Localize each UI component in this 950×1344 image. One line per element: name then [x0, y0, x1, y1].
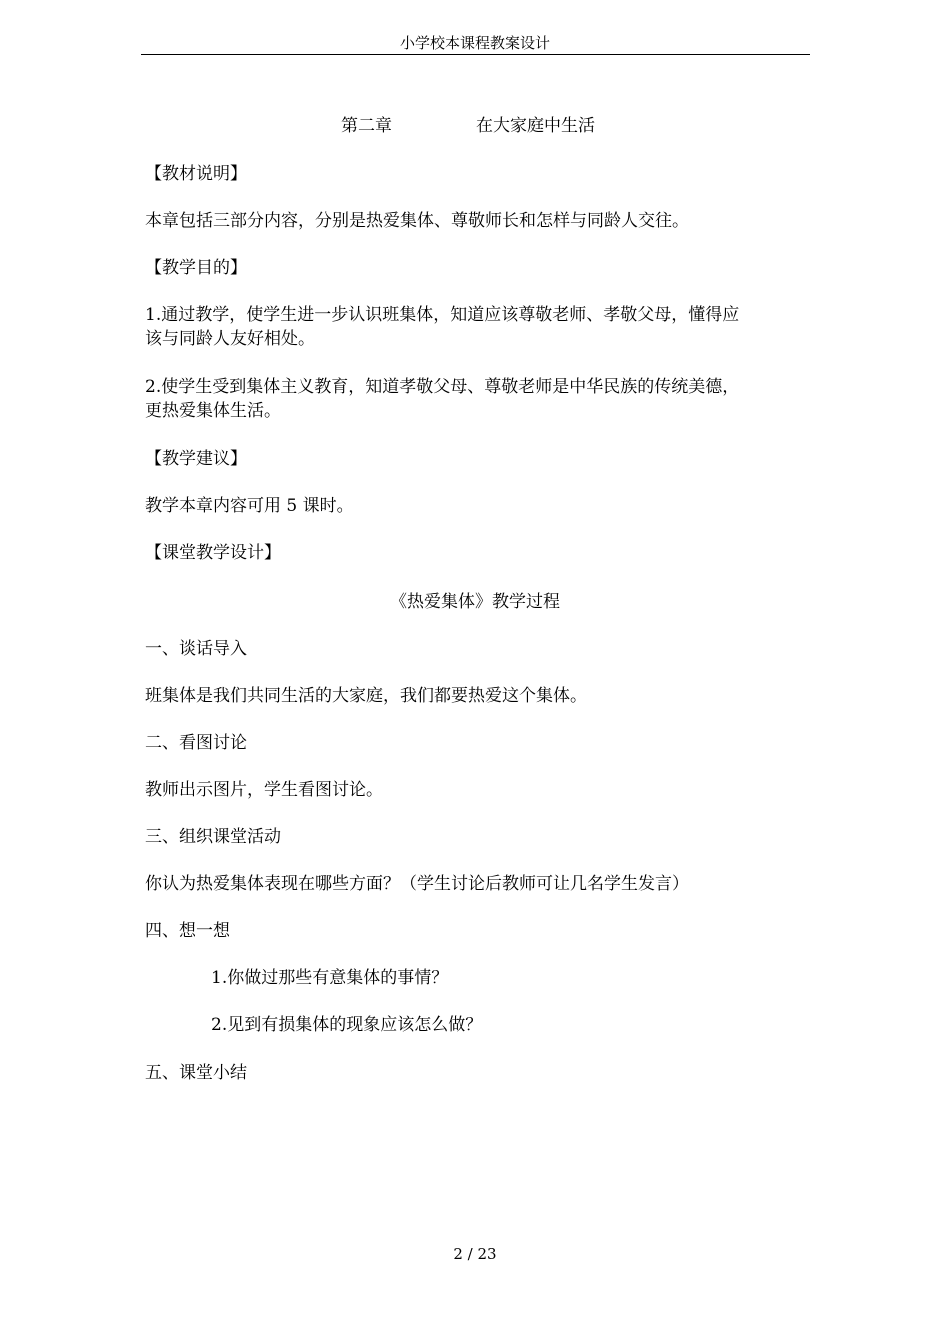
design-heading: 【课堂教学设计】 [145, 543, 281, 563]
goals-heading: 【教学目的】 [145, 258, 247, 278]
goal2-line1: 2.使学生受到集体主义教育，知道孝敬父母、尊敬老师是中华民族的传统美德， [145, 377, 740, 397]
material-heading: 【教材说明】 [145, 164, 247, 184]
step5-heading: 五、课堂小结 [145, 1063, 247, 1083]
goal1-line2: 该与同龄人友好相处。 [145, 329, 315, 349]
step2-heading: 二、看图讨论 [145, 733, 247, 753]
step1-text: 班集体是我们共同生活的大家庭，我们都要热爱这个集体。 [145, 686, 587, 706]
step4-heading: 四、想一想 [145, 921, 230, 941]
step4-question1: 1.你做过那些有意集体的事情？ [211, 968, 449, 988]
header-divider [141, 54, 810, 55]
step4-question2: 2.见到有损集体的现象应该怎么做？ [211, 1015, 483, 1035]
goal2-line2: 更热爱集体生活。 [145, 401, 281, 421]
step3-heading: 三、组织课堂活动 [145, 827, 281, 847]
material-text: 本章包括三部分内容，分别是热爱集体、尊敬师长和怎样与同龄人交往。 [145, 211, 689, 231]
chapter-number: 第二章 [341, 116, 392, 136]
header-title: 小学校本课程教案设计 [399, 34, 550, 52]
step1-heading: 一、谈话导入 [145, 639, 247, 659]
advice-text: 教学本章内容可用 5 课时。 [145, 496, 354, 516]
step3-text: 你认为热爱集体表现在哪些方面？（学生讨论后教师可让几名学生发言） [145, 874, 689, 894]
goal1-line1: 1.通过教学，使学生进一步认识班集体，知道应该尊敬老师、孝敬父母，懂得应 [145, 305, 740, 325]
page-number: 2 / 23 [453, 1245, 497, 1263]
step2-text: 教师出示图片，学生看图讨论。 [145, 780, 383, 800]
chapter-title: 在大家庭中生活 [476, 116, 595, 136]
lesson-title: 《热爱集体》教学过程 [390, 592, 560, 612]
advice-heading: 【教学建议】 [145, 449, 247, 469]
